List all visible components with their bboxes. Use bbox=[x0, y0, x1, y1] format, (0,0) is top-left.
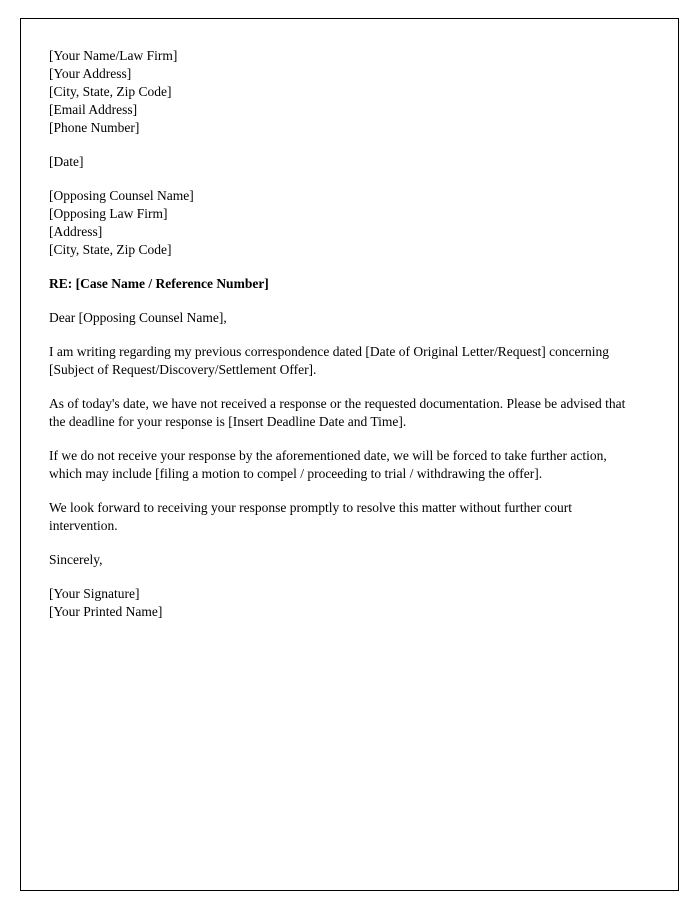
sender-email-line: [Email Address] bbox=[49, 102, 138, 117]
recipient-block bbox=[49, 187, 640, 259]
paragraph-deadline-notice: As of today's date, we have not received a response or the requested documentation. Please be advised that the deadline for your response is [Insert Deadline Date and Time]. bbox=[49, 396, 626, 429]
recipient-firm-line: [Opposing Law Firm] bbox=[49, 206, 168, 221]
letter-page bbox=[20, 18, 679, 891]
date-block bbox=[49, 153, 640, 171]
salutation: Dear [Opposing Counsel Name], bbox=[49, 310, 227, 325]
sender-block bbox=[49, 47, 640, 137]
signature-block bbox=[49, 585, 640, 621]
recipient-city-line: [City, State, Zip Code] bbox=[49, 242, 172, 257]
subject-line: RE: [Case Name / Reference Number] bbox=[49, 276, 269, 291]
recipient-address-line: [Address] bbox=[49, 224, 103, 239]
paragraph-followup-reference: I am writing regarding my previous correspondence dated [Date of Original Letter/Request] concerning [Subject of Request/Discovery/Settlement Offer]. bbox=[49, 344, 610, 377]
recipient-name-line: [Opposing Counsel Name] bbox=[49, 188, 194, 203]
closing: Sincerely, bbox=[49, 552, 103, 567]
sender-address-line: [Your Address] bbox=[49, 66, 132, 81]
paragraph-consequences: If we do not receive your response by the aforementioned date, we will be forced to take further action, which may include [filing a motion to compel / proceeding to trial / withdrawing the offer]. bbox=[49, 448, 607, 481]
sender-city-line: [City, State, Zip Code] bbox=[49, 84, 172, 99]
signature-line: [Your Signature] bbox=[49, 586, 140, 601]
date-line: [Date] bbox=[49, 154, 84, 169]
paragraph-closing-request: We look forward to receiving your response promptly to resolve this matter without further court intervention. bbox=[49, 500, 573, 533]
printed-name-line: [Your Printed Name] bbox=[49, 604, 163, 619]
sender-phone-line: [Phone Number] bbox=[49, 120, 140, 135]
sender-name-line: [Your Name/Law Firm] bbox=[49, 48, 178, 63]
